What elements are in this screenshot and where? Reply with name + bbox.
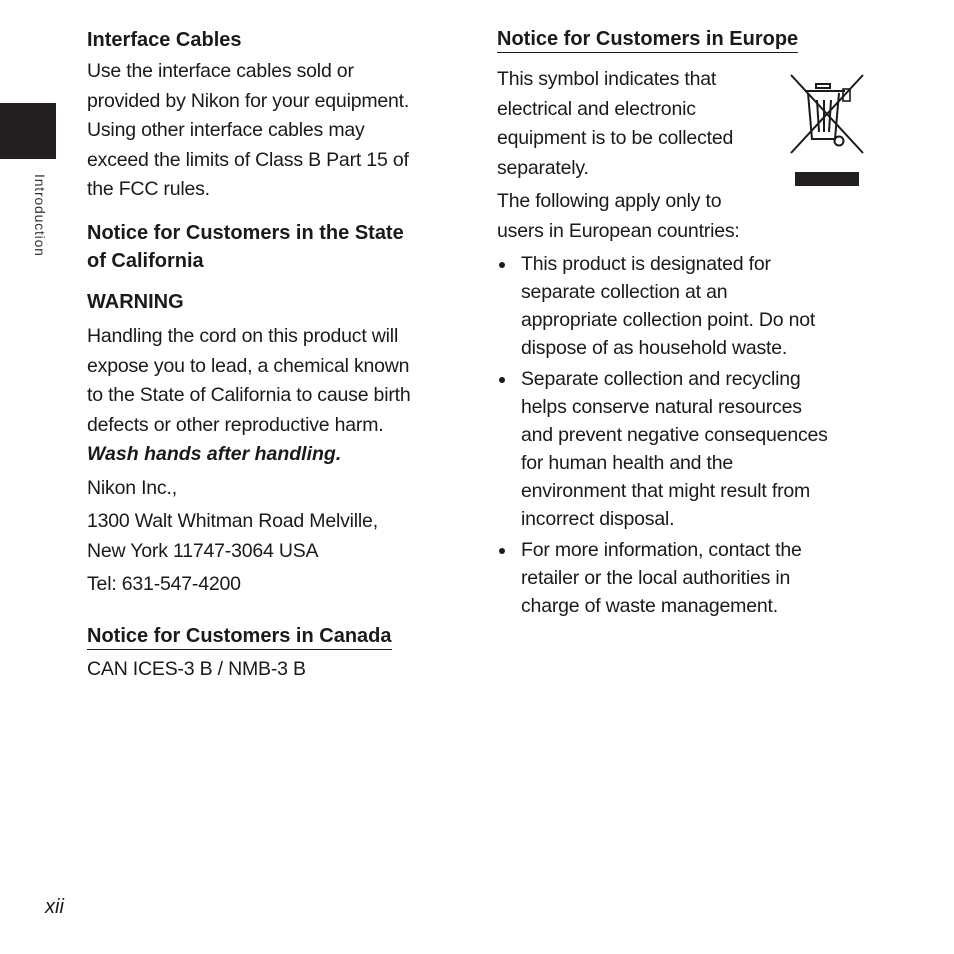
interface-cables-heading: Interface Cables bbox=[87, 29, 242, 51]
europe-heading: Notice for Customers in Europe bbox=[497, 26, 798, 53]
europe-intro bbox=[497, 187, 740, 246]
text-line: The following apply only to bbox=[497, 190, 722, 212]
text-line: electrical and electronic bbox=[497, 97, 696, 120]
section-tab-marker bbox=[0, 103, 56, 159]
company-name: Nikon Inc., bbox=[87, 477, 177, 499]
text-line: Use the interface cables sold or bbox=[87, 60, 354, 82]
text-line: New York 11747-3064 USA bbox=[87, 539, 319, 562]
list-item: For more information, contact the retailer or the local authorities in charge of waste management. bbox=[497, 536, 869, 620]
text-line: Handling the cord on this product will bbox=[87, 325, 399, 347]
text-line: the FCC rules. bbox=[87, 178, 210, 200]
company-address bbox=[87, 507, 378, 566]
europe-bullet-list bbox=[497, 250, 869, 623]
weee-crossed-bin-icon bbox=[787, 73, 867, 189]
bullet-icon bbox=[499, 377, 505, 383]
text-line: expose you to lead, a chemical known bbox=[87, 354, 410, 377]
text-line: 1300 Walt Whitman Road Melville, bbox=[87, 510, 378, 532]
heading-line: Notice for Customers in the State bbox=[87, 222, 404, 244]
heading-line: of California bbox=[87, 250, 204, 272]
warning-text bbox=[87, 322, 411, 440]
symbol-description bbox=[497, 65, 777, 183]
company-phone: Tel: 631-547-4200 bbox=[87, 573, 241, 595]
text-line: defects or other reproductive harm. bbox=[87, 413, 384, 436]
text-line: to the State of California to cause birth bbox=[87, 384, 411, 406]
list-item: Separate collection and recycling helps conserve natural resources and prevent negative consequences for human health and the environment that might result from incorrect disposal. bbox=[497, 365, 869, 533]
bullet-icon bbox=[499, 262, 505, 268]
section-label: Introduction bbox=[32, 174, 48, 257]
text-line: users in European countries: bbox=[497, 219, 740, 242]
list-item: This product is designated for separate collection at an appropriate collection point. Do not dispose of as household waste. bbox=[497, 250, 869, 362]
text-line: Using other interface cables may bbox=[87, 119, 365, 141]
page-number: xii bbox=[45, 896, 64, 918]
canada-heading: Notice for Customers in Canada bbox=[87, 623, 392, 650]
warning-heading: WARNING bbox=[87, 291, 184, 313]
text-line: provided by Nikon for your equipment. bbox=[87, 89, 410, 112]
wash-hands-warning: Wash hands after handling. bbox=[87, 443, 342, 465]
canada-text: CAN ICES-3 B / NMB-3 B bbox=[87, 658, 306, 680]
interface-cables-text bbox=[87, 57, 409, 205]
text-line: equipment is to be collected bbox=[497, 127, 734, 149]
text-line: exceed the limits of Class B Part 15 of bbox=[87, 148, 409, 171]
california-heading bbox=[87, 219, 404, 275]
bullet-icon bbox=[499, 548, 505, 554]
text-line: separately. bbox=[497, 156, 589, 179]
text-line: This symbol indicates that bbox=[497, 68, 717, 90]
